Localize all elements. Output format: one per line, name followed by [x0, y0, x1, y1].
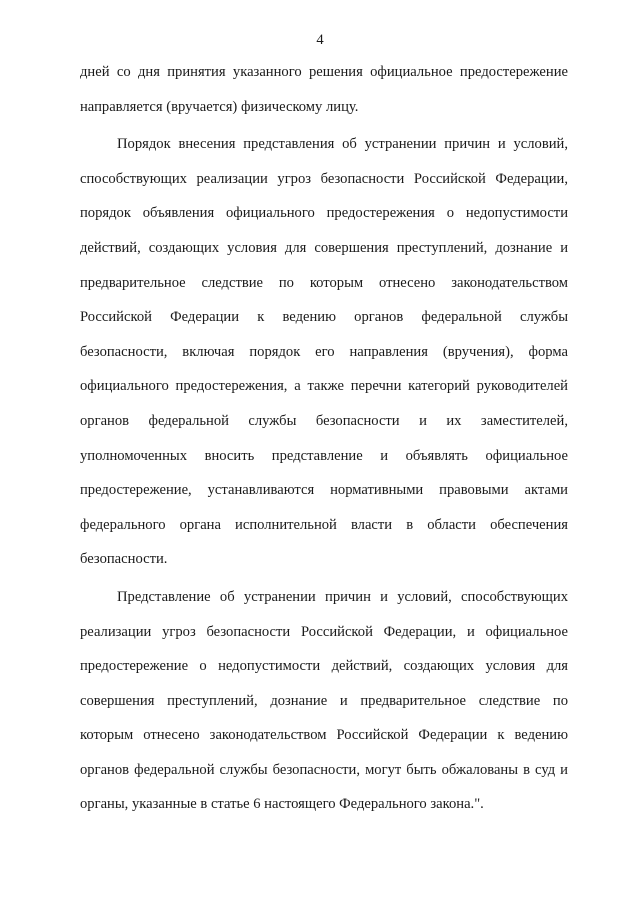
paragraph-procedure: Порядок внесения представления об устранении причин и условий, способствующих реализации угроз безопасности Российской Федерации, порядок объявления официального предостережения о недопустимости действий, создающих условия для совершения преступлений, дознание и предварительное следствие по которым отнесено законодательством Российской Федерации к ведению органов федеральной службы безопасности, включая порядок его направления (вручения), форма официального предостережения, а также перечни категорий руководителей органов федеральной службы безопасности и их заместителей, уполномоченных вносить представление и объявлять официальное предостережение, устанавливаются нормативными правовыми актами федерального органа исполнительной власти в области обеспечения безопасности.: [80, 136, 568, 568]
document-body: [80, 55, 568, 822]
paragraph-appeal: Представление об устранении причин и условий, способствующих реализации угроз безопасности Российской Федерации, и официальное предостережение о недопустимости действий, создающих условия для совершения преступлений, дознание и предварительное следствие по которым отнесено законодательством Российской Федерации к ведению органов федеральной службы безопасности, могут быть обжалованы в суд и органы, указанные в статье 6 настоящего Федерального закона.".: [80, 588, 568, 813]
paragraph-continuation: дней со дня принятия указанного решения официальное предостережение направляется (вручается) физическому лицу.: [80, 64, 568, 115]
page-number: 4: [316, 32, 324, 48]
